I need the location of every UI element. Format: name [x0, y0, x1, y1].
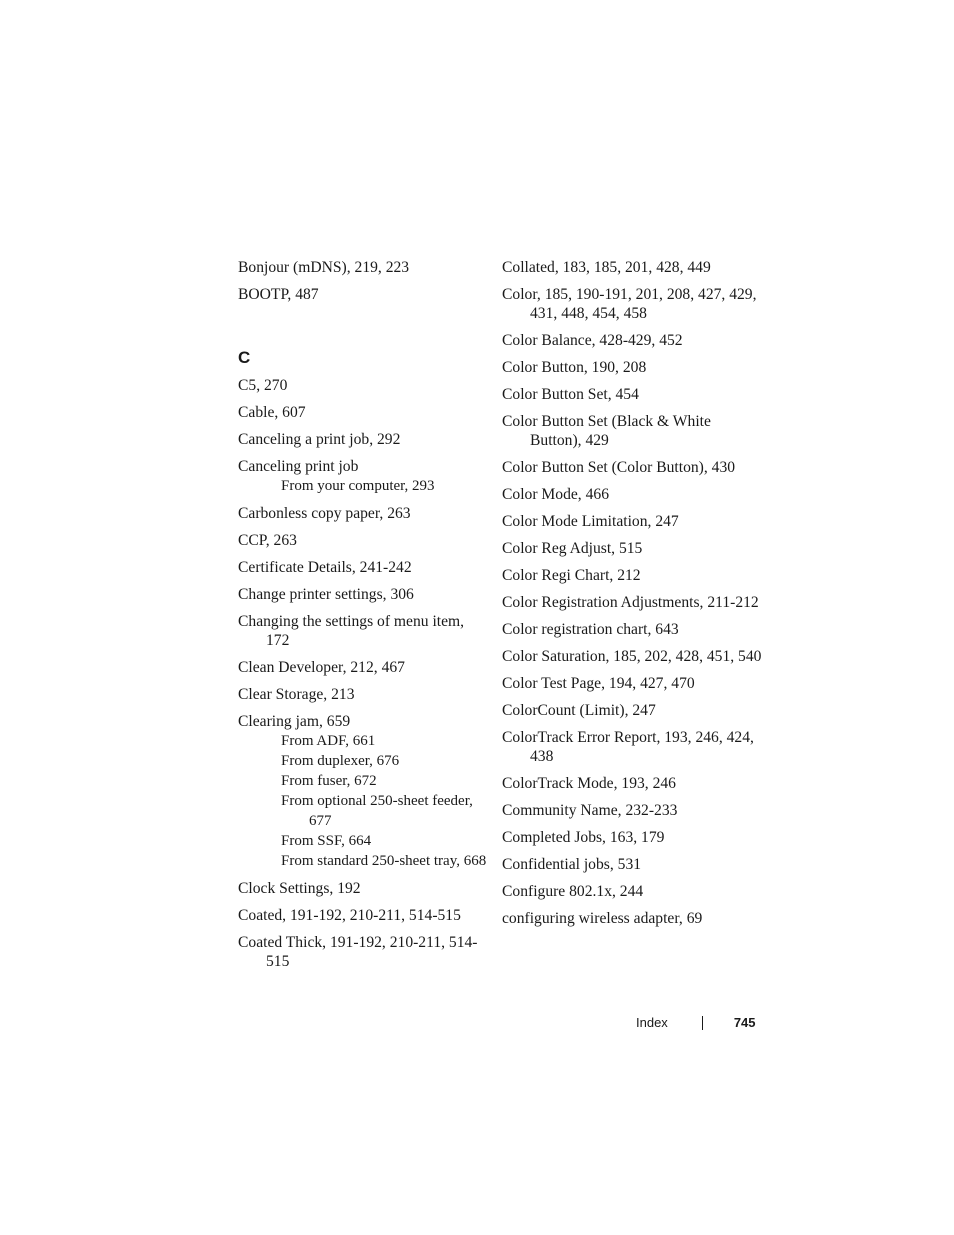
index-entry — [238, 933, 488, 971]
index-entry — [502, 412, 762, 450]
index-entry-text: Change printer settings, 306 — [238, 586, 414, 603]
index-entry — [238, 504, 488, 523]
index-entry-text: Color Button Set, 454 — [502, 386, 639, 403]
index-entry-text: Community Name, 232-233 — [502, 802, 678, 819]
index-entry — [502, 458, 762, 477]
index-subentry: From duplexer, 676 — [281, 753, 400, 769]
index-entry-text: Coated Thick, 191-192, 210-211, 514-515 — [238, 934, 478, 970]
index-entry-text: BOOTP, 487 — [238, 286, 319, 303]
index-entry-text: Canceling a print job, 292 — [238, 431, 401, 448]
index-entry — [238, 712, 488, 871]
index-entry-text: Color Balance, 428-429, 452 — [502, 332, 683, 349]
index-entry — [238, 285, 488, 304]
index-entry-text: Clean Developer, 212, 467 — [238, 659, 405, 676]
index-entry — [502, 258, 762, 277]
index-entry — [502, 285, 762, 323]
index-entry-text: ColorCount (Limit), 247 — [502, 702, 656, 719]
index-group-c-continued — [502, 258, 762, 928]
index-entry-text: Color Reg Adjust, 515 — [502, 540, 643, 557]
index-entry-text: Color Mode Limitation, 247 — [502, 513, 679, 530]
index-entry — [502, 539, 762, 558]
index-entry-text: Completed Jobs, 163, 179 — [502, 829, 665, 846]
index-entry — [238, 879, 488, 898]
index-entry-text: Clear Storage, 213 — [238, 686, 355, 703]
index-entry-text: Canceling print job — [238, 458, 359, 475]
index-entry-text: Clock Settings, 192 — [238, 880, 361, 897]
index-entry — [238, 612, 488, 650]
index-entry-text: Certificate Details, 241-242 — [238, 559, 412, 576]
index-entry-text: Color Button Set (Black & White Button), 429 — [502, 413, 711, 449]
index-entry — [238, 403, 488, 422]
index-entry — [502, 485, 762, 504]
index-entry-text: Bonjour (mDNS), 219, 223 — [238, 259, 410, 276]
index-entry — [502, 385, 762, 404]
index-entry — [502, 774, 762, 793]
index-entry — [238, 585, 488, 604]
index-entry — [238, 258, 488, 277]
index-entry-text: Color registration chart, 643 — [502, 621, 679, 638]
index-entry-text: Collated, 183, 185, 201, 428, 449 — [502, 259, 711, 276]
index-entry-text: ColorTrack Mode, 193, 246 — [502, 775, 676, 792]
index-entry-text: CCP, 263 — [238, 532, 297, 549]
index-entry-text: Color Saturation, 185, 202, 428, 451, 540 — [502, 648, 762, 665]
footer-divider — [702, 1016, 703, 1030]
index-subentry: From optional 250-sheet feeder, 677 — [281, 793, 473, 829]
index-group-c — [238, 376, 488, 971]
index-entry — [238, 658, 488, 677]
index-entry — [502, 674, 762, 693]
index-entry-text: Color Test Page, 194, 427, 470 — [502, 675, 695, 692]
index-entry — [502, 801, 762, 820]
index-entry — [502, 593, 762, 612]
index-entry — [502, 828, 762, 847]
page-footer — [636, 1015, 756, 1030]
footer-section-label: Index — [636, 1015, 668, 1030]
index-entry-text: Color Button Set (Color Button), 430 — [502, 459, 736, 476]
index-entry — [502, 728, 762, 766]
index-entry-text: configuring wireless adapter, 69 — [502, 910, 703, 927]
index-entry — [238, 558, 488, 577]
index-subentry: From your computer, 293 — [281, 478, 435, 494]
index-subentry: From ADF, 661 — [281, 733, 376, 749]
index-entry — [502, 882, 762, 901]
index-entry — [502, 358, 762, 377]
index-entry-text: Clearing jam, 659 — [238, 713, 351, 730]
index-entry-text: Cable, 607 — [238, 404, 306, 421]
index-entry-text: C5, 270 — [238, 377, 288, 394]
index-entry-text: Carbonless copy paper, 263 — [238, 505, 411, 522]
index-entry-text: Color Registration Adjustments, 211-212 — [502, 594, 759, 611]
section-letter: C — [238, 348, 251, 367]
index-entry — [238, 376, 488, 395]
index-entry-text: Changing the settings of menu item, 172 — [238, 613, 465, 649]
index-entry — [238, 531, 488, 550]
index-entry — [502, 855, 762, 874]
index-entry-text: Color Button, 190, 208 — [502, 359, 647, 376]
index-entry — [502, 909, 762, 928]
index-entry-text: ColorTrack Error Report, 193, 246, 424, 438 — [502, 729, 754, 765]
index-subentry: From SSF, 664 — [281, 833, 372, 849]
index-subentry: From fuser, 672 — [281, 773, 377, 789]
index-entry-text: Coated, 191-192, 210-211, 514-515 — [238, 907, 461, 924]
index-entry-text: Configure 802.1x, 244 — [502, 883, 644, 900]
index-entry — [502, 701, 762, 720]
index-entry-text: Color Regi Chart, 212 — [502, 567, 641, 584]
index-entry — [502, 647, 762, 666]
index-group-b — [238, 258, 488, 304]
index-column-left — [238, 258, 488, 979]
index-entry-text: Color, 185, 190-191, 201, 208, 427, 429, 431, 448, 454, 458 — [502, 286, 757, 322]
index-entry — [502, 566, 762, 585]
index-entry-text: Color Mode, 466 — [502, 486, 609, 503]
page-number: 745 — [733, 1015, 756, 1030]
index-entry — [502, 512, 762, 531]
index-entry — [238, 685, 488, 704]
index-entry — [238, 906, 488, 925]
index-entry — [238, 457, 488, 496]
index-subentry: From standard 250-sheet tray, 668 — [281, 853, 487, 869]
index-entry — [502, 331, 762, 350]
index-entry-text: Confidential jobs, 531 — [502, 856, 642, 873]
index-entry — [502, 620, 762, 639]
index-column-right — [502, 258, 762, 936]
index-entry — [238, 430, 488, 449]
